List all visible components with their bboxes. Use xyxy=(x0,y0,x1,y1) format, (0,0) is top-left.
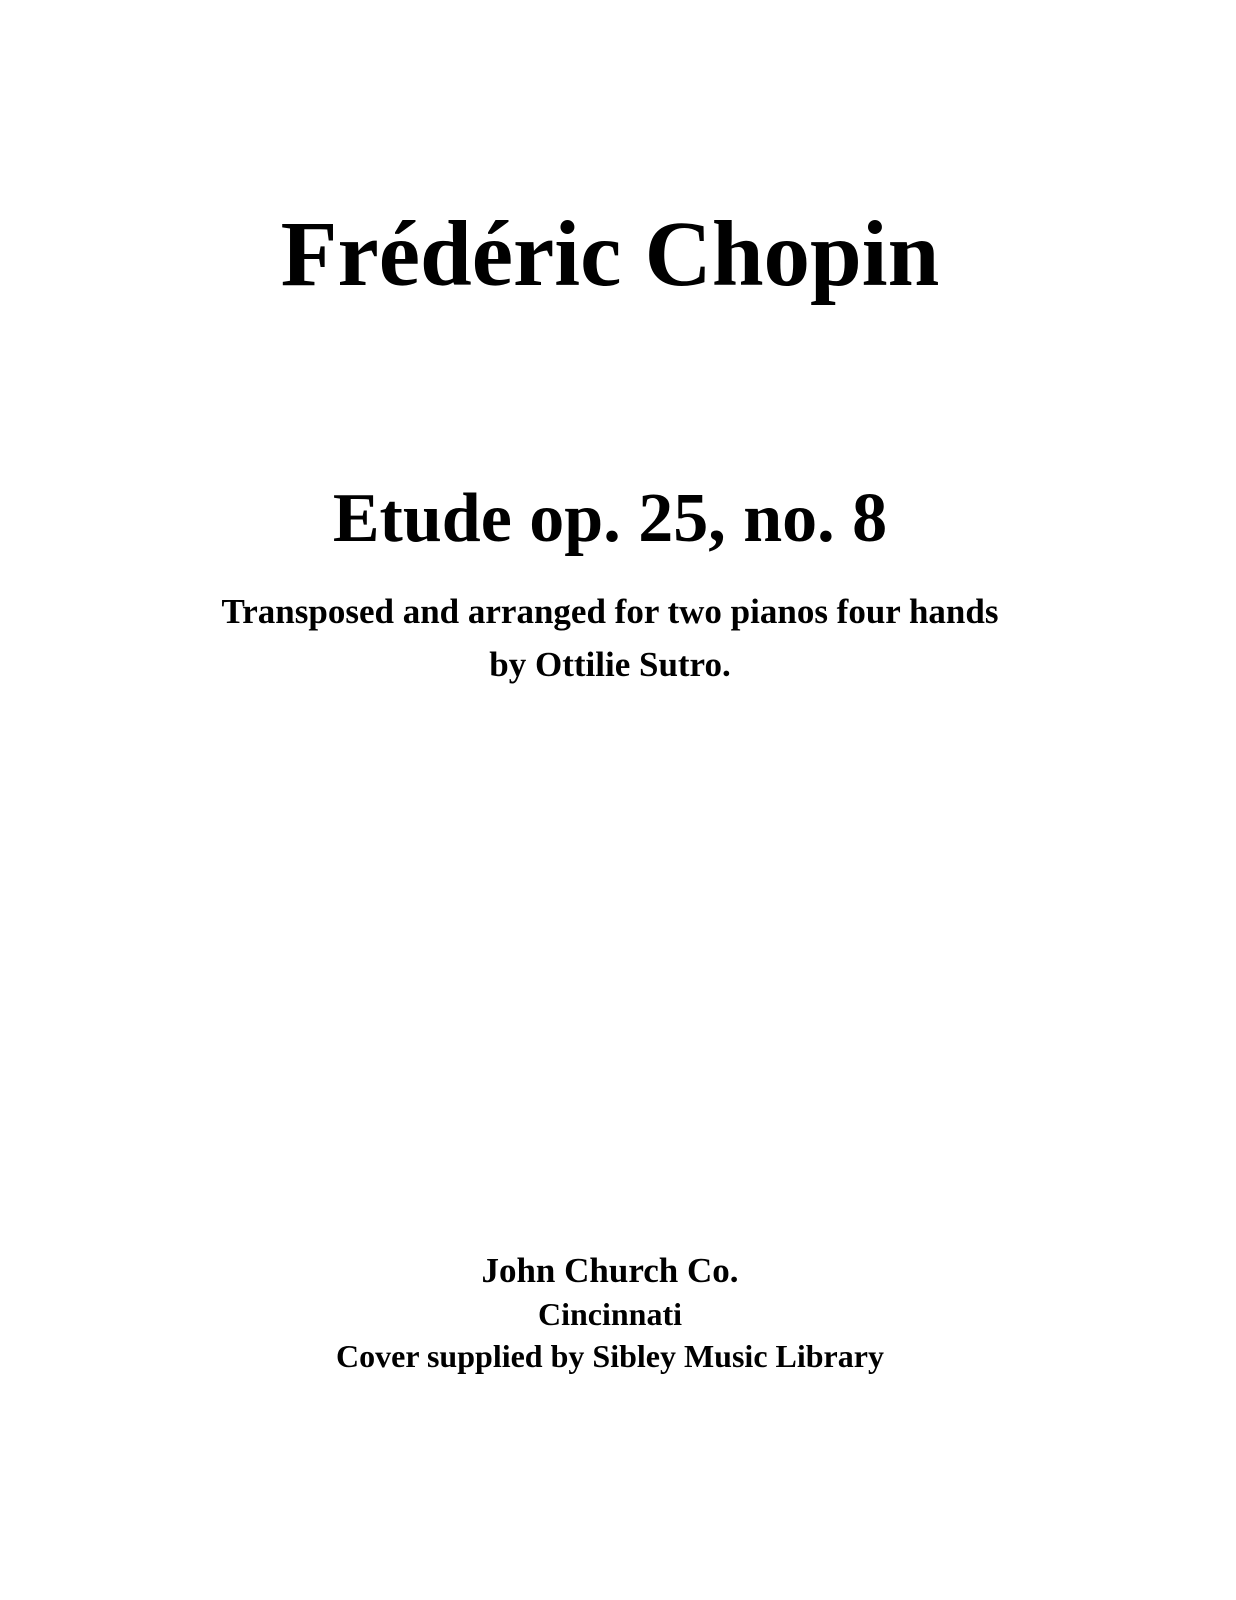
composer-name: Frédéric Chopin xyxy=(280,203,940,306)
cover-credit: Cover supplied by Sibley Music Library xyxy=(336,1338,884,1374)
publisher-city: Cincinnati xyxy=(537,1296,683,1332)
arrangement-note-line-1: Transposed and arranged for two pianos four hands xyxy=(221,592,999,631)
work-title: Etude op. 25, no. 8 xyxy=(332,480,888,557)
publisher-name: John Church Co. xyxy=(481,1251,739,1290)
arrangement-note-line-2: by Ottilie Sutro. xyxy=(489,645,731,684)
